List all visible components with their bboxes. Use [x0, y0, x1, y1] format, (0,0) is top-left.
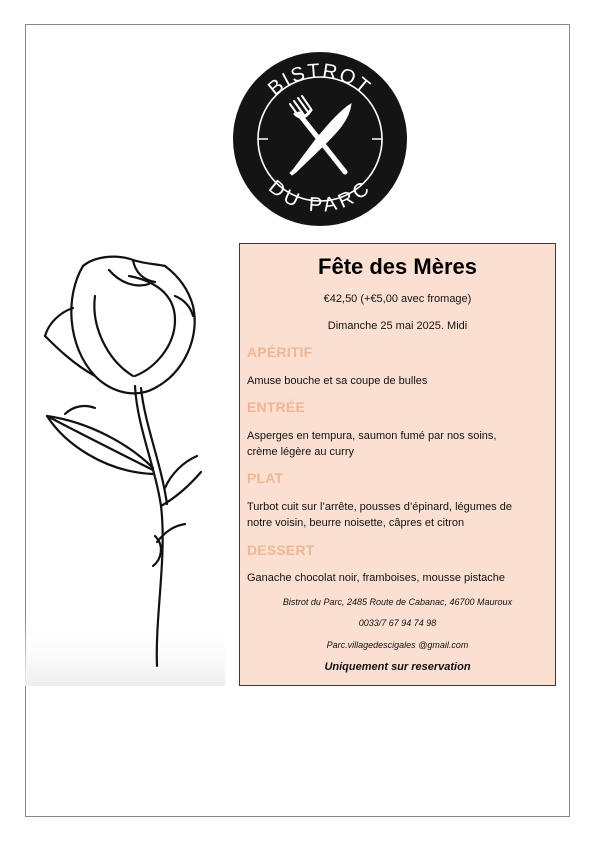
restaurant-address: Bistrot du Parc, 2485 Route de Cabanac, 46700 Mauroux — [282, 597, 513, 607]
reservation-note: Uniquement sur reservation — [324, 661, 471, 673]
restaurant-phone: 0033/7 67 94 74 98 — [358, 618, 437, 628]
dish-line: Ganache chocolat noir, framboises, mousse pistache — [247, 572, 506, 584]
section-plat-dish — [247, 499, 547, 531]
menu-price: €42,50 (+€5,00 avec fromage) — [323, 293, 472, 305]
bistrot-logo — [233, 52, 407, 226]
section-entree-heading: ENTRÉE — [247, 399, 305, 415]
dish-line: Asperges en tempura, saumon fumé par nos soins, — [247, 430, 497, 442]
section-plat-heading: PLAT — [247, 470, 284, 486]
dish-line: Amuse bouche et sa coupe de bulles — [247, 375, 428, 387]
logo-bottom-text: DU PARC — [264, 176, 376, 217]
section-dessert-heading: DESSERT — [247, 542, 315, 558]
restaurant-email: Parc.villagedescigales @gmail.com — [326, 640, 469, 650]
section-dessert-dish — [247, 570, 547, 586]
dish-line: crème légère au curry — [247, 446, 354, 458]
logo-top-text: BISTROT — [264, 59, 377, 101]
menu-title: Fête des Mères — [318, 254, 477, 279]
menu-card — [239, 243, 556, 686]
rose-illustration — [25, 236, 225, 686]
section-entree-dish — [247, 428, 547, 460]
dish-line: notre voisin, beurre noisette, câpres et citron — [247, 517, 465, 529]
menu-date: Dimanche 25 mai 2025. Midi — [327, 320, 468, 332]
section-aperitif-dish — [247, 373, 547, 389]
section-aperitif-heading: APÉRITIF — [247, 344, 313, 360]
dish-line: Turbot cuit sur l’arrête, pousses d’épinard, légumes de — [247, 501, 512, 513]
